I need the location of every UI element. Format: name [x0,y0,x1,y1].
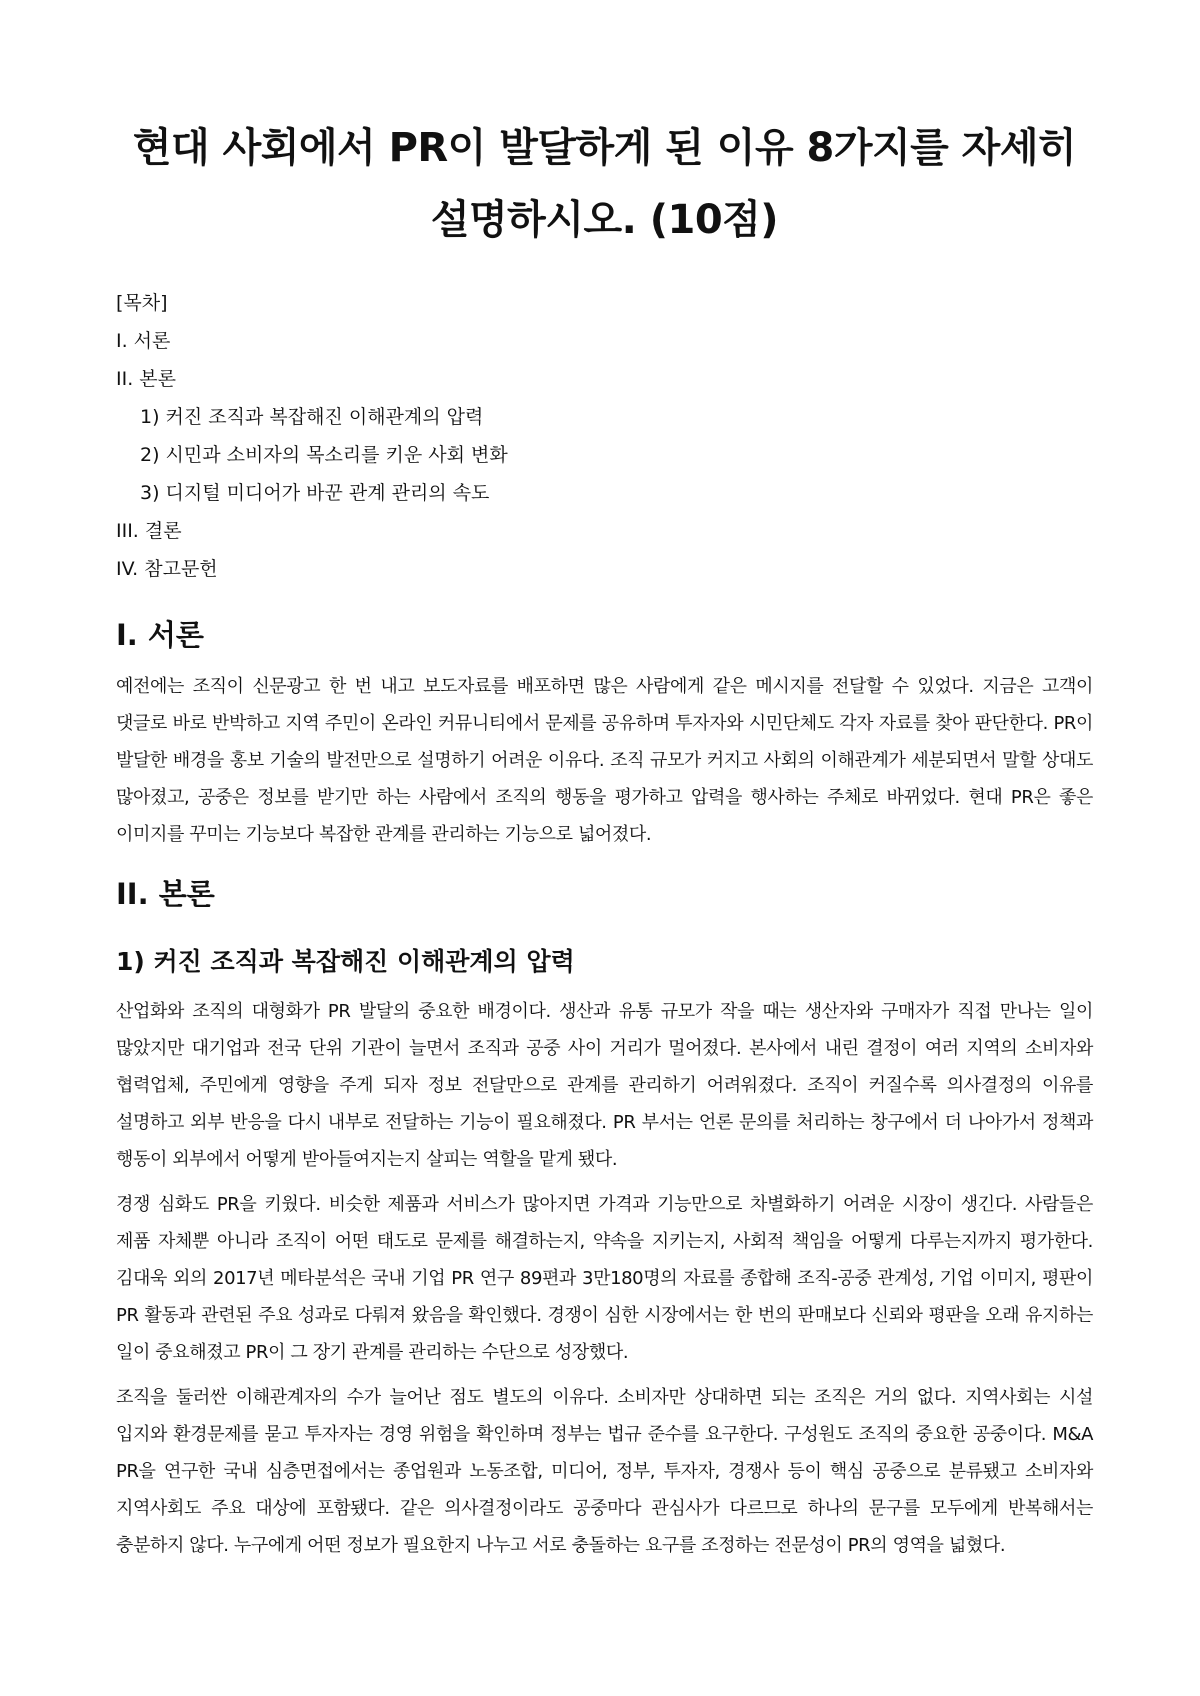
intro-section [116,610,1093,853]
toc-list [116,284,1093,588]
document-title: 현대 사회에서 PR이 발달하게 된 이유 8가지를 자세히 설명하시오. (10점) [132,125,1077,243]
toc-item-body: II. 본론 [116,368,176,390]
toc-item-body-3: 3) 디지털 미디어가 바꾼 관계 관리의 속도 [140,482,490,504]
intro-heading: I. 서론 [116,618,204,652]
toc-item-body-1: 1) 커진 조직과 복잡해진 이해관계의 압력 [140,406,484,428]
body-heading: II. 본론 [116,877,215,911]
toc-item-body-2: 2) 시민과 소비자의 목소리를 키운 사회 변화 [140,444,508,466]
body-paragraph-2: 경쟁 심화도 PR을 키웠다. 비슷한 제품과 서비스가 많아지면 가격과 기능만으로 차별화하기 어려운 시장이 생긴다. 사람들은 제품 자체뿐 아니라 조직이 어떤 태도로 문제를 해결하는지, 약속을 지키는지, 사회적 책임을 어떻게 다루는지까지 평가한다. 김대욱 외의 2017년 메타분석은 국내 기업 PR 연구 89편과 3만180명의 자료를 종합해 조직-공중 관계성, 기업 이미지, 평판이 PR 활동과 관련된 주요 성과로 다뤄져 왔음을 확인했다. 경쟁이 심한 시장에서는 한 번의 판매보다 신뢰와 평판을 오래 유지하는 일이 중요해졌고 PR이 그 장기 관계를 관리하는 수단으로 성장했다. [116,1194,1093,1363]
toc-item-intro: I. 서론 [116,330,171,352]
toc-heading: [목차] [116,292,168,314]
intro-paragraph: 예전에는 조직이 신문광고 한 번 내고 보도자료를 배포하면 많은 사람에게 같은 메시지를 전달할 수 있었다. 지금은 고객이 댓글로 바로 반박하고 지역 주민이 온라인 커뮤니티에서 문제를 공유하며 투자자와 시민단체도 각자 자료를 찾아 판단한다. PR이 발달한 배경을 홍보 기술의 발전만으로 설명하기 어려운 이유다. 조직 규모가 커지고 사회의 이해관계가 세분되면서 말할 상대도 많아졌고, 공중은 정보를 받기만 하는 사람에서 조직의 행동을 평가하고 압력을 행사하는 주체로 바뀌었다. 현대 PR은 좋은 이미지를 꾸미는 기능보다 복잡한 관계를 관리하는 기능으로 넓어졌다. [116,676,1093,845]
toc-item-references: IV. 참고문헌 [116,558,218,580]
body-section [116,869,1093,1564]
table-of-contents [116,284,1093,588]
body-paragraph-1: 산업화와 조직의 대형화가 PR 발달의 중요한 배경이다. 생산과 유통 규모가 작을 때는 생산자와 구매자가 직접 만나는 일이 많았지만 대기업과 전국 단위 기관이 늘면서 조직과 공중 사이 거리가 멀어졌다. 본사에서 내린 결정이 여러 지역의 소비자와 협력업체, 주민에게 영향을 주게 되자 정보 전달만으로 관계를 관리하기 어려워졌다. 조직이 커질수록 의사결정의 이유를 설명하고 외부 반응을 다시 내부로 전달하는 기능이 필요해졌다. PR 부서는 언론 문의를 처리하는 창구에서 더 나아가서 정책과 행동이 외부에서 어떻게 받아들여지는지 살피는 역할을 맡게 됐다. [116,1001,1093,1170]
body-subsection-1-heading: 1) 커진 조직과 복잡해진 이해관계의 압력 [116,947,575,976]
body-paragraph-3: 조직을 둘러싼 이해관계자의 수가 늘어난 점도 별도의 이유다. 소비자만 상대하면 되는 조직은 거의 없다. 지역사회는 시설 입지와 환경문제를 묻고 투자자는 경영 위험을 확인하며 정부는 법규 준수를 요구한다. 구성원도 조직의 중요한 공중이다. M&A PR을 연구한 국내 심층면접에서는 종업원과 노동조합, 미디어, 정부, 투자자, 경쟁사 등이 핵심 공중으로 분류됐고 소비자와 지역사회도 주요 대상에 포함됐다. 같은 의사결정이라도 공중마다 관심사가 다르므로 하나의 문구를 모두에게 반복해서는 충분하지 않다. 누구에게 어떤 정보가 필요한지 나누고 서로 충돌하는 요구를 조정하는 전문성이 PR의 영역을 넓혔다. [116,1387,1093,1556]
toc-item-conclusion: III. 결론 [116,520,182,542]
